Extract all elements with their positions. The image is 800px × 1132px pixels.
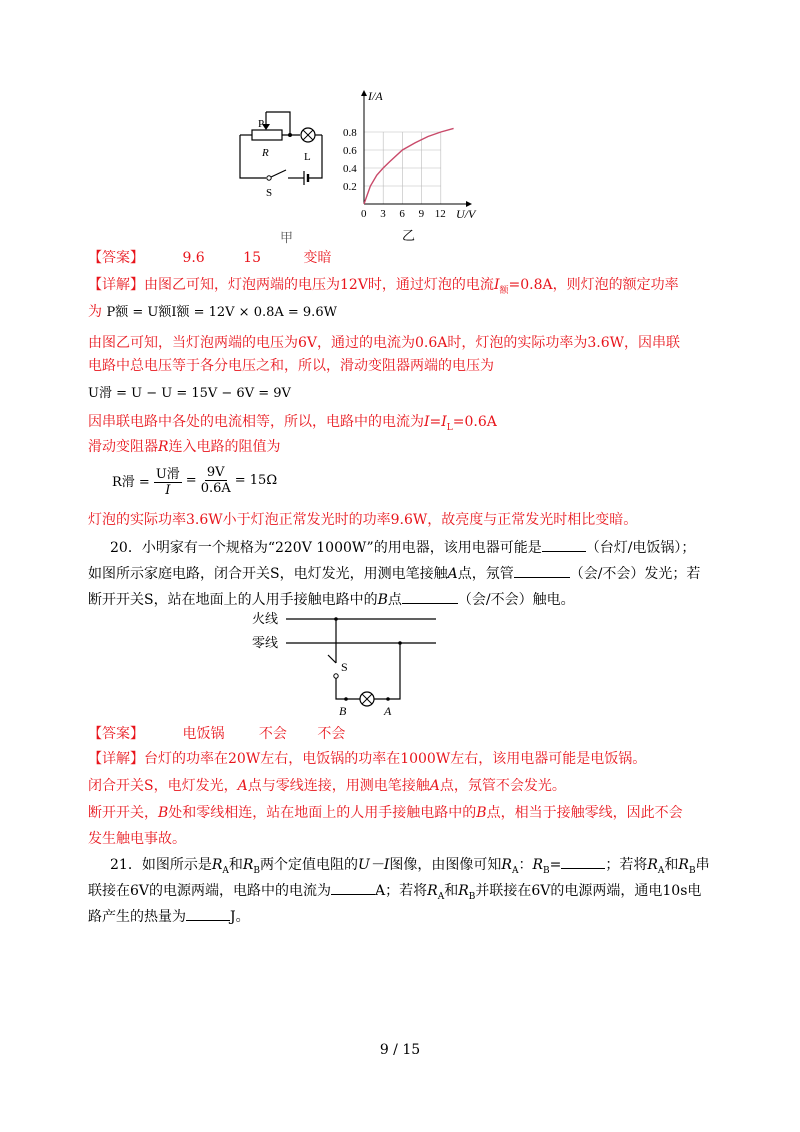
label-switch-S: S xyxy=(341,660,348,674)
sub-A: A xyxy=(511,865,519,876)
q20-detail-1 xyxy=(88,749,710,769)
chart-grid xyxy=(364,132,441,204)
detail-text: 为 xyxy=(88,304,102,320)
ui-symbol: U－I xyxy=(358,857,390,873)
var-A: A xyxy=(429,778,440,794)
label-R: R xyxy=(262,147,269,159)
var-R: R xyxy=(242,857,254,873)
sub-A: A xyxy=(657,865,665,876)
detail-text: 因串联电路中各处的电流相等，所以，电路中的电流为 xyxy=(88,414,424,430)
chart-ticks xyxy=(343,127,446,220)
q20-line-2 xyxy=(88,563,710,584)
chart-series-line xyxy=(364,128,454,204)
label-jia: 甲 xyxy=(280,230,294,245)
detail-text: =0.8A，则灯泡的额定功率 xyxy=(508,277,679,293)
q21-line-1 xyxy=(110,854,710,881)
fraction-denominator: 0.6A xyxy=(200,481,231,496)
blank-1[interactable] xyxy=(542,537,586,552)
var-R: R xyxy=(647,857,658,873)
detail-text: 断开开关， xyxy=(88,805,158,821)
var-R: R xyxy=(158,439,169,455)
q19-eq3: R滑 = U滑 I = $\frac{9V}{0.6A}$ = 15Ω xyxy=(112,465,278,498)
question-text: （台灯/电饭锅）； xyxy=(585,540,696,556)
q19-detail-5 xyxy=(88,412,710,438)
sub-B: B xyxy=(468,891,476,902)
chart-y-arrow xyxy=(361,90,367,96)
blank-2[interactable] xyxy=(514,563,570,578)
q20-answer-line xyxy=(88,724,710,744)
label-A: A xyxy=(384,704,392,718)
detail-text: 处和零线相连，站在地面上的人用手接触电路中的 xyxy=(168,805,477,821)
equation-2: U滑 = U − U = 15V − 6V = 9V xyxy=(88,386,291,401)
question-text: 断开开关S，站在地面上的人用手接触电路中的 xyxy=(88,592,378,608)
chart-x-tick-label: 6 xyxy=(399,208,405,220)
answer-tag: 【答案】 xyxy=(88,726,144,742)
chart-y-tick-label: 0.4 xyxy=(343,163,357,175)
iu-chart xyxy=(338,86,488,244)
var-B: B xyxy=(377,592,388,608)
question-text: （会/不会）触电。 xyxy=(457,592,575,608)
fraction-denominator: I xyxy=(165,483,171,498)
question-text: ；若将 xyxy=(605,857,648,873)
answer-3: 变暗 xyxy=(303,250,332,266)
q20-detail-4: 发生触电事故。 xyxy=(88,831,186,847)
question-text: J。 xyxy=(230,909,250,925)
label-P: P xyxy=(258,118,265,130)
q20-detail-3 xyxy=(88,803,710,823)
detail-text: 点，氖管不会发光。 xyxy=(439,778,566,794)
detail-text: =0.6A xyxy=(452,414,497,430)
question-text: 和 xyxy=(444,883,459,899)
detail-text: 由图乙可知，灯泡两端的电压为12V时，通过灯泡的电流 xyxy=(144,277,494,293)
question-text: 点 xyxy=(387,592,402,608)
sub-e: 额 xyxy=(499,285,509,296)
q19-detail-1 xyxy=(88,275,710,301)
chart-y-tick-label: 0.8 xyxy=(343,127,357,139)
answer-2: 不会 xyxy=(258,726,287,742)
var-B: B xyxy=(476,805,487,821)
q19-detail-7: 灯泡的实际功率3.6W小于灯泡正常发光时的功率9.6W，故亮度与正常发光时相比变暗。 xyxy=(88,512,638,528)
sub-B: B xyxy=(253,865,261,876)
eq3-rhs: = 15Ω xyxy=(234,473,278,488)
sub-A: A xyxy=(222,865,229,876)
answer-3: 不会 xyxy=(317,726,346,742)
label-L: L xyxy=(304,151,311,163)
detail-text: 台灯的功率在20W左右，电饭锅的功率在1000W左右，该用电器可能是电饭锅。 xyxy=(144,751,647,767)
chart-axes xyxy=(361,90,472,207)
chart-x-tick-label: 0 xyxy=(361,208,367,220)
question-text: 联接在6V的电源两端，电路中的电流为 xyxy=(88,883,332,899)
chart-x-tick-label: 9 xyxy=(418,208,425,220)
question-text: 两个定值电阻的 xyxy=(260,857,359,873)
var-I: I xyxy=(493,277,500,293)
question-text: A；若将 xyxy=(375,883,428,899)
q19-detail-4: 电路中总电压等于各分电压之和，所以，滑动变阻器两端的电压为 xyxy=(88,358,494,374)
var-R: R xyxy=(678,857,689,873)
question-text: 20．小明家有一个规格为“220V 1000W”的用电器，该用电器可能是 xyxy=(110,540,542,556)
label-live-wire: 火线 xyxy=(252,611,279,626)
detail-text: 连入电路的阻值为 xyxy=(168,439,281,455)
q19-detail-2 xyxy=(88,302,710,323)
q19-detail-3: 由图乙可知，当灯泡两端的电压为6V，通过的电流为0.6A时，灯泡的实际功率为3.6W，因串联 xyxy=(88,335,681,351)
answer-2: 15 xyxy=(243,250,261,266)
detail-text: 点与零线连接，用测电笔接触 xyxy=(247,778,430,794)
household-circuit-diagram xyxy=(250,607,450,719)
q21-line-3 xyxy=(88,906,710,927)
q19-eq2 xyxy=(88,383,710,404)
question-text: 和 xyxy=(228,857,243,873)
fraction-numerator: U滑 xyxy=(154,463,182,483)
question-text: 并联接在6V的电源两端，通电10s电 xyxy=(475,883,702,899)
label-B: B xyxy=(339,704,347,718)
answer-1: 电饭锅 xyxy=(182,726,225,742)
detail-text: 点，相当于接触零线，因此不会 xyxy=(486,805,683,821)
q21-line-2 xyxy=(88,880,710,907)
eq3-lhs: R滑 = xyxy=(112,475,150,490)
question-text: 如图所示家庭电路，闭合开关S，电灯发光，用测电笔接触 xyxy=(88,566,448,582)
question-text: 串 xyxy=(695,857,710,873)
answer-tag: 【答案】 xyxy=(88,250,144,266)
detail-tag: 【详解】 xyxy=(88,277,144,293)
chart-y-tick-label: 0.2 xyxy=(343,181,357,193)
question-text: 和 xyxy=(664,857,679,873)
chart-ylabel: I/A xyxy=(368,89,383,103)
fraction-2 xyxy=(201,465,231,496)
label-neutral-wire: 零线 xyxy=(252,635,279,650)
q20-detail-2 xyxy=(88,776,710,796)
chart-x-tick-label: 3 xyxy=(380,208,386,220)
var-B: B xyxy=(158,805,169,821)
detail-tag: 【详解】 xyxy=(88,751,144,767)
blank-current[interactable] xyxy=(331,880,375,895)
fraction-numerator: 9V xyxy=(206,465,225,480)
question-text: 21．如图所示是 xyxy=(110,857,212,873)
var-R: R xyxy=(532,857,543,873)
equation-1: P额 = U额I额 = 12V × 0.8A = 9.6W xyxy=(106,305,337,320)
var-A: A xyxy=(237,778,248,794)
chart-y-tick-label: 0.6 xyxy=(343,145,357,157)
page-number: 9 / 15 xyxy=(379,1042,421,1058)
chart-x-tick-label: 12 xyxy=(434,208,446,220)
sub-B: B xyxy=(542,865,550,876)
var-R: R xyxy=(211,857,223,873)
question-text: ： xyxy=(518,857,533,873)
question-text: 路产生的热量为 xyxy=(88,909,186,925)
blank-heat[interactable] xyxy=(186,906,230,921)
question-text: 图像，由图像可知 xyxy=(389,857,502,873)
sub-A: A xyxy=(437,891,445,902)
circuit-diagram-jia xyxy=(228,100,338,250)
answer-1: 9.6 xyxy=(182,250,205,266)
var-R: R xyxy=(458,883,469,899)
question-text: = xyxy=(549,857,562,873)
label-S: S xyxy=(266,187,273,199)
fraction-1 xyxy=(154,463,182,498)
var-A: A xyxy=(447,566,458,582)
detail-text: 滑动变阻器 xyxy=(88,439,158,455)
question-text: （会/不会）发光；若 xyxy=(569,566,701,582)
detail-text: 闭合开关S，电灯发光， xyxy=(88,778,238,794)
sub-B: B xyxy=(688,865,696,876)
var-I: I=I xyxy=(424,414,447,430)
chart-xlabel: U/V xyxy=(456,207,476,221)
blank-3[interactable] xyxy=(402,589,458,604)
var-R: R xyxy=(501,857,512,873)
blank-ratio[interactable] xyxy=(561,854,605,869)
q19-answer-line xyxy=(88,248,710,268)
question-text: 点，氖管 xyxy=(457,566,514,582)
var-R: R xyxy=(427,883,438,899)
sub-L: L xyxy=(446,422,453,433)
q20-line-1 xyxy=(110,537,710,558)
q19-detail-6 xyxy=(88,437,710,457)
label-yi: 乙 xyxy=(402,228,416,243)
